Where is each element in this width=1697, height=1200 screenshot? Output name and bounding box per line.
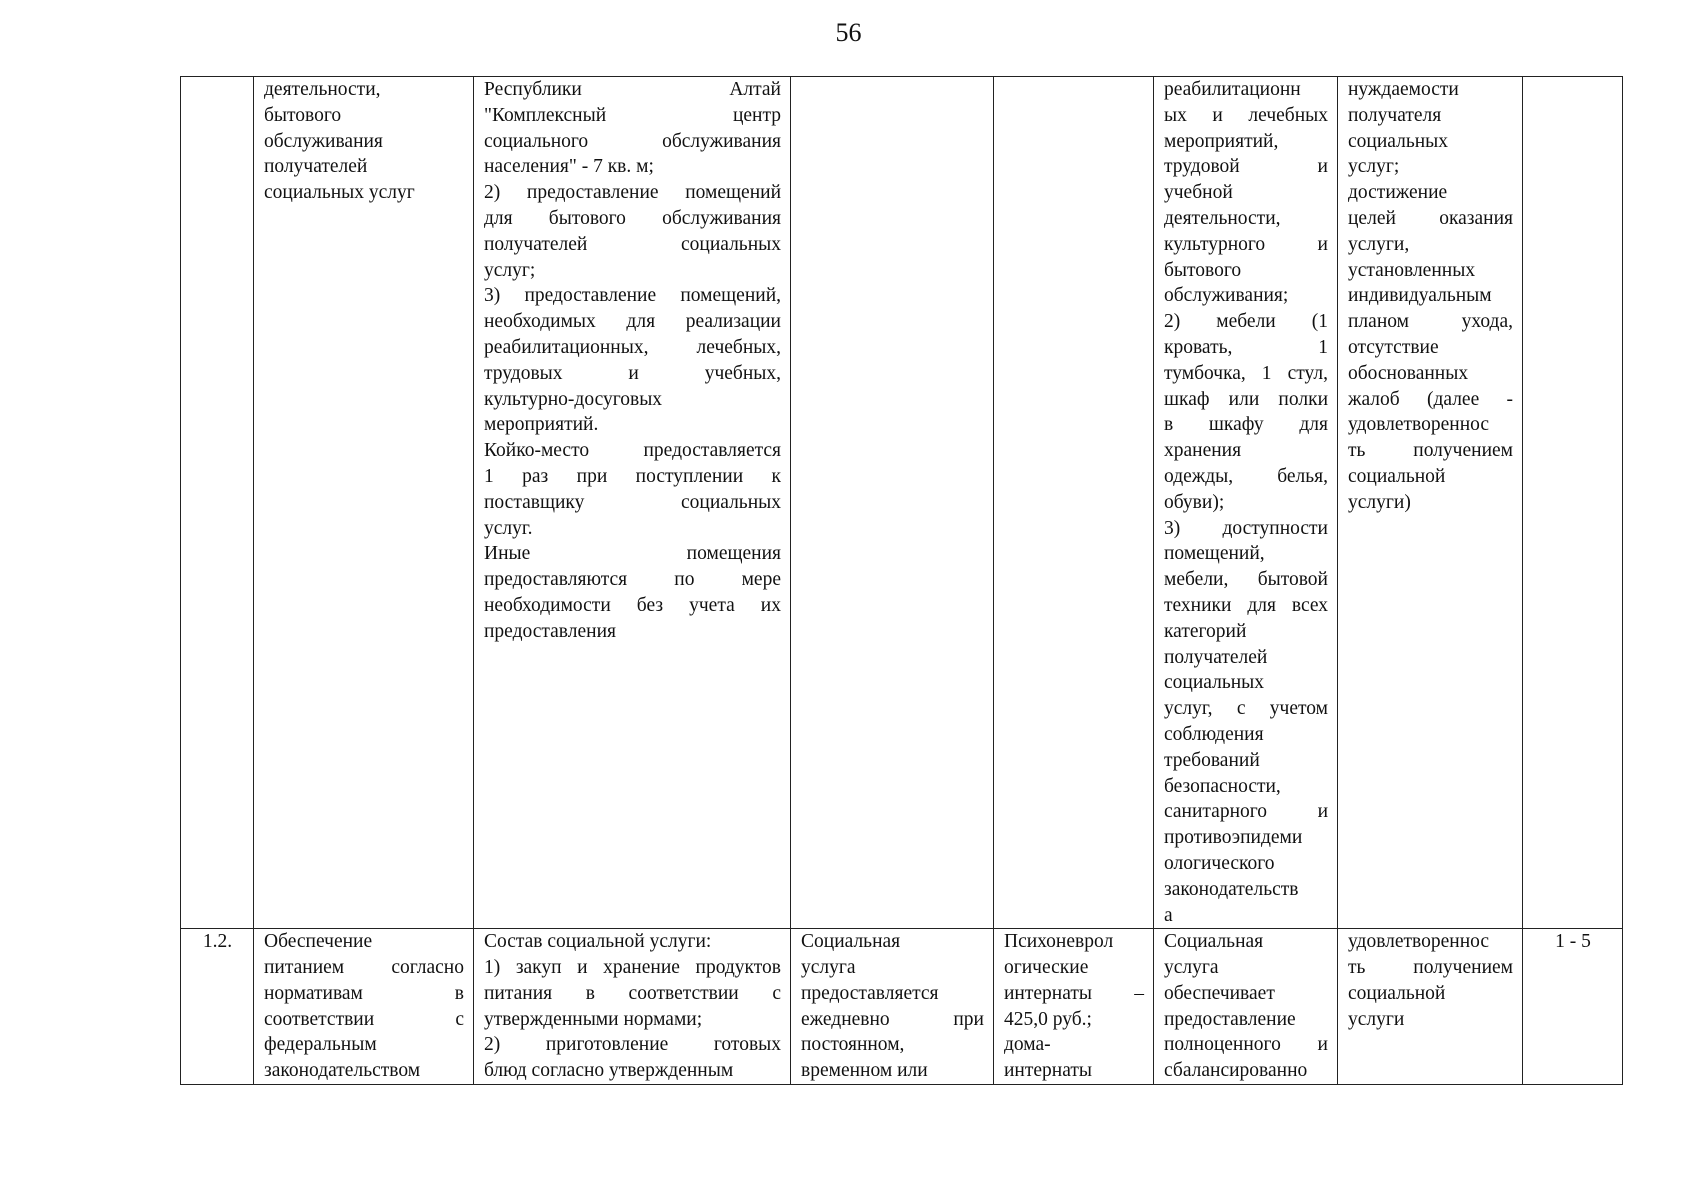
cell-text-line: ть получением — [1348, 440, 1513, 462]
cell-text-line: услуга — [1164, 957, 1219, 979]
quality-indicators-cell — [1154, 929, 1338, 1085]
cell-text-line: "Комплексный центр — [484, 104, 781, 126]
evaluation-conditions-cell — [1338, 929, 1523, 1085]
cell-text-line: ологического — [1164, 852, 1275, 874]
cell-text-line: социального обслуживания — [484, 130, 781, 152]
cell-text-line: услуги) — [1348, 491, 1411, 513]
cell-text-line: социальных — [1164, 672, 1265, 694]
cell-text-line: 2) предоставление помещений — [484, 182, 781, 204]
cell-text-line: получателей — [1164, 646, 1268, 668]
cell-text-line: населения" - 7 кв. м; — [484, 156, 654, 178]
cell-text-line: хранения — [1164, 440, 1242, 462]
cell-text-line: Иные помещения — [484, 543, 781, 565]
cell-text-line: интернаты — [1004, 1060, 1093, 1082]
service-timing-cell — [791, 929, 994, 1085]
service-content-cell — [474, 77, 791, 929]
cell-text-line: временном или — [801, 1060, 928, 1082]
cell-text-line: 425,0 руб.; — [1004, 1008, 1092, 1030]
cell-text-line: тумбочка, 1 стул, — [1164, 362, 1328, 384]
cell-text-line: ых и лечебных — [1164, 104, 1328, 126]
cell-text-line: необходимых для реализации — [484, 311, 781, 333]
cell-text-line: услуги, — [1348, 233, 1410, 255]
cell-text-line: полноценного и — [1164, 1034, 1328, 1056]
cell-text-line: деятельности, — [1164, 207, 1281, 229]
cell-text-line: социальных — [1348, 130, 1449, 152]
cell-text-line: получателей социальных — [484, 233, 781, 255]
quality-indicators-cell — [1154, 77, 1338, 929]
cell-text-line: обеспечивает — [1164, 982, 1275, 1004]
cell-text-line: соблюдения — [1164, 723, 1264, 745]
cell-text-line: услуг; — [484, 259, 536, 281]
cell-text-line: мероприятий. — [484, 414, 599, 436]
cell-text-line: кровать, 1 — [1164, 336, 1328, 358]
service-name-cell — [254, 929, 474, 1085]
cell-text-line: Койко-место предоставляется — [484, 440, 781, 462]
service-timing-cell — [791, 77, 994, 929]
cell-text-line: получателя — [1348, 104, 1442, 126]
cell-text-line: санитарного и — [1164, 801, 1328, 823]
cell-text-line: нуждаемости — [1348, 79, 1459, 100]
cell-text-line: бытового — [264, 104, 342, 126]
cell-text-line: 3) доступности — [1164, 517, 1328, 539]
cell-text-line: блюд согласно утвержденным — [484, 1060, 734, 1082]
cell-text-line: огические — [1004, 957, 1089, 979]
cell-text-line: для бытового обслуживания — [484, 207, 781, 229]
services-table — [180, 76, 1623, 1085]
cell-text-line: отсутствие — [1348, 336, 1439, 358]
cell-text-line: а — [1164, 904, 1173, 926]
table-row — [181, 929, 1623, 1085]
cell-text-line: мебели, бытовой — [1164, 569, 1328, 591]
cell-text-line: индивидуальным — [1348, 285, 1492, 307]
cell-text-line: в шкафу для — [1164, 414, 1328, 436]
cell-text-line: Республики Алтай — [484, 79, 781, 100]
cell-text-line: трудовых и учебных, — [484, 362, 781, 384]
cell-text-line: Психоневрол — [1004, 931, 1114, 953]
cell-text-line: обуви); — [1164, 491, 1225, 513]
cell-text-line: соответствии с — [264, 1008, 464, 1030]
cell-text-line: мероприятий, — [1164, 130, 1279, 152]
cell-text-line: обслуживания; — [1164, 285, 1289, 307]
cell-text-line: трудовой и — [1164, 156, 1328, 178]
cell-text-line: учебной — [1164, 182, 1233, 204]
service-cost-cell — [994, 77, 1154, 929]
cell-text-line: 1) закуп и хранение продуктов — [484, 957, 781, 979]
cell-text-line: необходимости без учета их — [484, 594, 781, 616]
cell-text-line: обоснованных — [1348, 362, 1469, 384]
cell-text-line: достижение — [1348, 182, 1448, 204]
cell-text-line: интернаты – — [1004, 982, 1144, 1004]
cell-text-line: шкаф или полки — [1164, 388, 1328, 410]
cell-text-line: противоэпидеми — [1164, 827, 1303, 849]
cell-text-line: безопасности, — [1164, 775, 1281, 797]
cell-text-line: бытового — [1164, 259, 1242, 281]
cell-text-line: федеральным — [264, 1034, 377, 1056]
cell-text-line: постоянном, — [801, 1034, 905, 1056]
cell-text-line: реабилитационных, лечебных, — [484, 336, 781, 358]
row-number: 1.2. — [202, 931, 233, 953]
service-cost-cell — [994, 929, 1154, 1085]
cell-text-line: Обеспечение — [264, 931, 373, 953]
cell-text-line: установленных — [1348, 259, 1476, 281]
evaluation-conditions-cell — [1338, 77, 1523, 929]
cell-text-line: получателей — [264, 156, 368, 178]
score-cell — [1523, 929, 1623, 1085]
cell-text-line: культурного и — [1164, 233, 1328, 255]
cell-text-line: законодательством — [264, 1060, 421, 1082]
cell-text-line: услуг; — [1348, 156, 1400, 178]
cell-text-line: утвержденными нормами; — [484, 1008, 703, 1030]
cell-text-line: жалоб (далее - — [1348, 388, 1513, 410]
row-number-cell — [181, 929, 254, 1085]
cell-text-line: Социальная — [801, 931, 901, 953]
cell-text-line: нормативам в — [264, 982, 464, 1004]
cell-text-line: деятельности, — [264, 79, 381, 100]
cell-text-line: сбалансированно — [1164, 1060, 1308, 1082]
score-cell — [1523, 77, 1623, 929]
service-content-cell — [474, 929, 791, 1085]
cell-text-line: 3) предоставление помещений, — [484, 285, 781, 307]
cell-text-line: социальной — [1348, 465, 1446, 487]
cell-text-line: удовлетвореннос — [1348, 931, 1490, 953]
cell-text-line: предоставляется — [801, 982, 939, 1004]
table-row — [181, 77, 1623, 929]
cell-text-line: культурно-досуговых — [484, 388, 663, 410]
row-number-cell — [181, 77, 254, 929]
cell-text-line: дома- — [1004, 1034, 1051, 1056]
cell-text-line: обслуживания — [264, 130, 383, 152]
page-number: 56 — [835, 18, 862, 47]
cell-text-line: ежедневно при — [801, 1008, 984, 1030]
cell-text-line: 2) приготовление готовых — [484, 1034, 781, 1056]
cell-text-line: 1 раз при поступлении к — [484, 465, 781, 487]
cell-text-line: услуг, с учетом — [1164, 698, 1328, 720]
cell-text-line: питанием согласно — [264, 957, 464, 979]
cell-text-line: услуги — [1348, 1008, 1405, 1030]
cell-text-line: социальной — [1348, 982, 1446, 1004]
cell-text-line: законодательств — [1164, 878, 1299, 900]
cell-text-line: техники для всех — [1164, 594, 1328, 616]
cell-text-line: предоставление — [1164, 1008, 1296, 1030]
service-name-cell — [254, 77, 474, 929]
cell-text-line: помещений, — [1164, 543, 1265, 565]
cell-text-line: целей оказания — [1348, 207, 1513, 229]
cell-text-line: услуга — [801, 957, 856, 979]
cell-text-line: реабилитационн — [1164, 79, 1301, 100]
cell-text-line: требований — [1164, 749, 1260, 771]
cell-text-line: услуг. — [484, 517, 533, 539]
cell-text-line: одежды, белья, — [1164, 465, 1328, 487]
cell-text-line: поставщику социальных — [484, 491, 781, 513]
cell-text-line: социальных услуг — [264, 182, 415, 204]
cell-text-line: ть получением — [1348, 957, 1513, 979]
cell-text-line: предоставления — [484, 620, 616, 642]
cell-text-line: Социальная — [1164, 931, 1264, 953]
cell-text-line: 2) мебели (1 — [1164, 311, 1328, 333]
cell-text-line: категорий — [1164, 620, 1247, 642]
cell-text-line: предоставляются по мере — [484, 569, 781, 591]
cell-text-line: планом ухода, — [1348, 311, 1513, 333]
cell-text-line: Состав социальной услуги: — [484, 931, 712, 953]
cell-text-line: питания в соответствии с — [484, 982, 781, 1004]
cell-text-line: удовлетвореннос — [1348, 414, 1490, 436]
score-value: 1 - 5 — [1555, 931, 1591, 953]
